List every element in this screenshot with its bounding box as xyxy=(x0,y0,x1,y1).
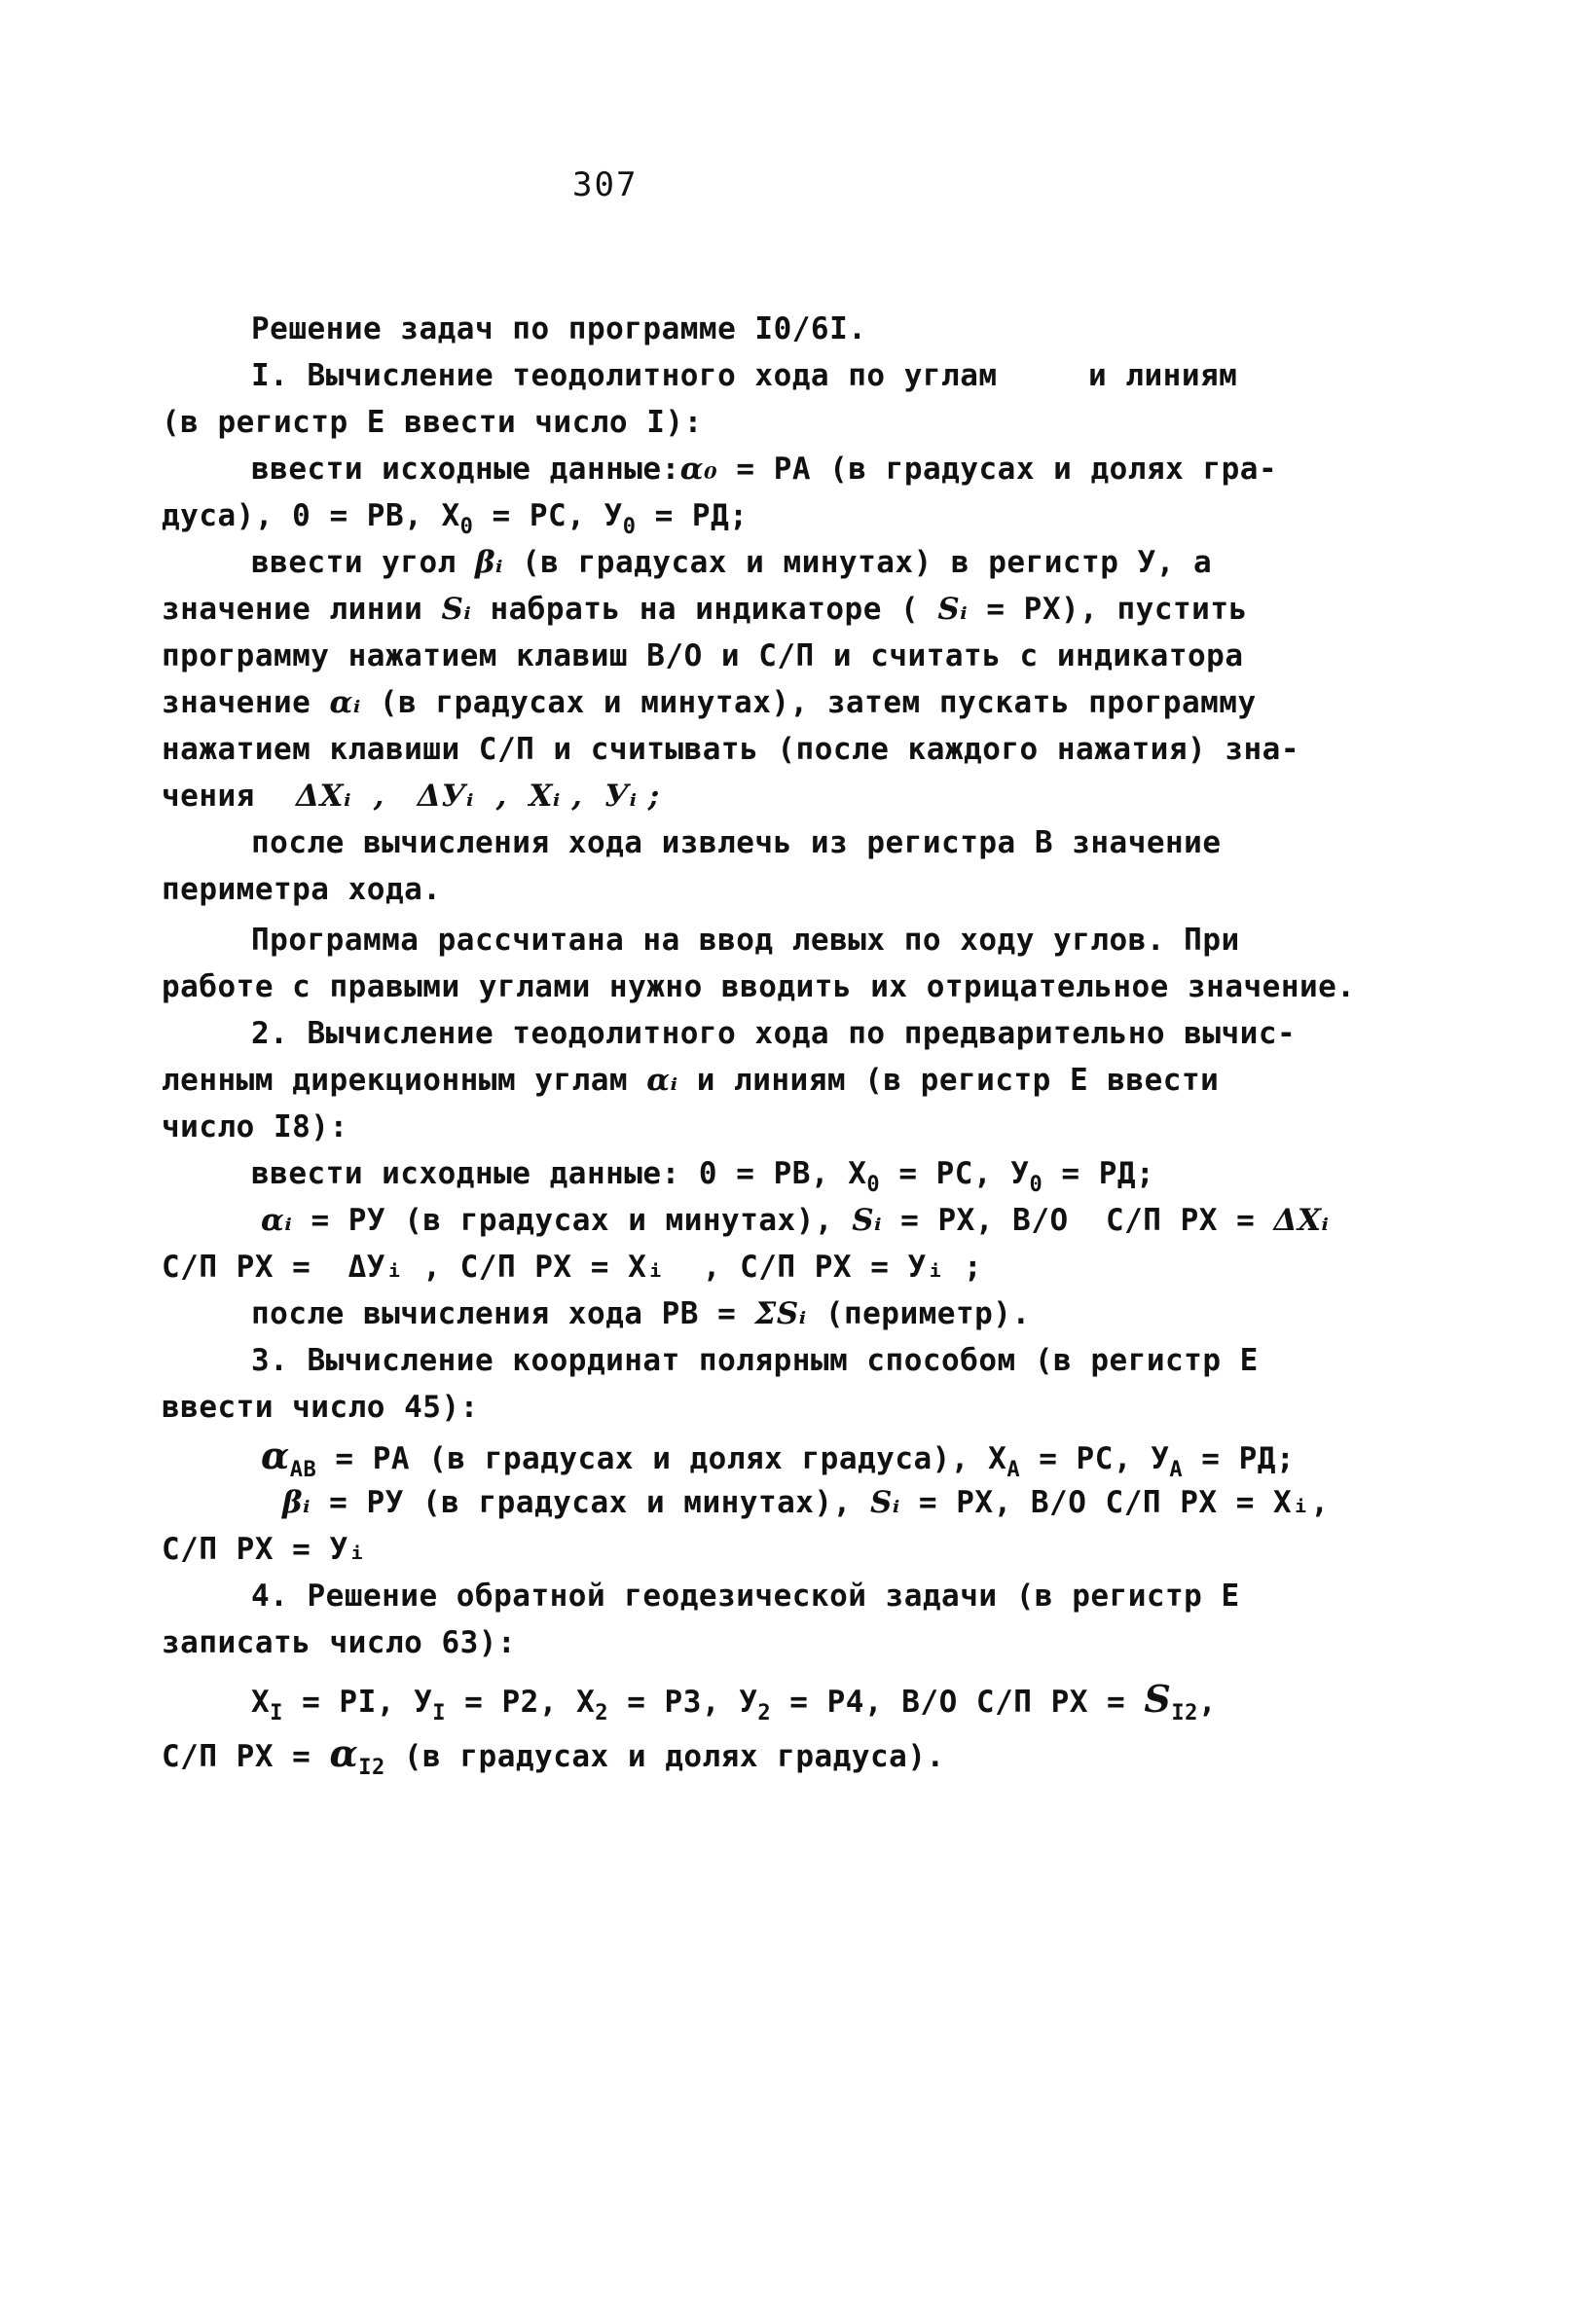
s2-line-7: после вычисления хода РВ = ΣSᵢ (периметр). xyxy=(251,1296,1031,1331)
s1-line-2: (в регистр Е ввести число I): xyxy=(162,405,703,440)
s1-line-12: периметра хода. xyxy=(162,872,442,907)
s1-line-8: значение αᵢ (в градусах и минутах), затем пускать программу xyxy=(162,685,1257,720)
s2-line-5: αᵢ = РУ (в градусах и минутах), Sᵢ = РХ, В/О С/П РХ = ΔХᵢ xyxy=(261,1203,1330,1238)
note-line-2: работе с правыми углами нужно вводить их отрицательное значение. xyxy=(162,969,1356,1004)
s1-line-6: значение линии Sᵢ набрать на индикаторе ( Sᵢ = РХ), пустить xyxy=(162,592,1248,627)
s4-line-3: $Х_I$ = РI, $У_I = Р2$, $Х_2 = Р3$, $У_2 = Р4$, В/О С/П РХ = $S_{I2}$, xyxy=(251,1677,1218,1725)
page-number: 307 xyxy=(572,165,639,204)
s1-line-1b: и линиям xyxy=(1088,358,1238,393)
s3-line-1: 3. Вычисление координат полярным способом (в регистр Е xyxy=(251,1343,1259,1378)
s3-line-5: С/П РХ = Уᵢ xyxy=(162,1532,367,1567)
s2-line-2: ленным дирекционным углам αᵢ и линиям (в регистр Е ввести xyxy=(162,1063,1220,1098)
s4-line-4: С/П РХ = $\alpha_{I2}$ (в градусах и долях градуса). xyxy=(162,1731,945,1780)
s3-line-3: $\alpha_{АВ}$ = РА (в градусах и долях градуса), $Х_А$ = РС, $У_А$ = РД; xyxy=(261,1434,1296,1482)
s2-line-4: ввести исходные данные: 0 = РВ, $Х_0$ = РС, $У_0$ = РД; xyxy=(251,1156,1155,1197)
s1-line-10a: чения xyxy=(162,779,255,814)
s1-line-7: программу нажатием клавиш В/О и С/П и считать с индикатора xyxy=(162,638,1244,673)
s1-line-1a: I. Вычисление теодолитного хода по углам xyxy=(251,358,998,393)
note-line-1: Программа рассчитана на ввод левых по ходу углов. При xyxy=(251,923,1240,958)
s4-line-1: 4. Решение обратной геодезической задачи (в регистр Е xyxy=(251,1579,1240,1614)
s1-line-11: после вычисления хода извлечь из регистра В значение xyxy=(251,825,1222,860)
s2-line-1: 2. Вычисление теодолитного хода по предварительно вычис- xyxy=(251,1016,1297,1051)
s1-line-9: нажатием клавиши С/П и считывать (после каждого нажатия) зна- xyxy=(162,732,1299,767)
s2-line-3: число I8): xyxy=(162,1109,348,1144)
s1-line-3: ввести исходные данные:α₀ = РА (в градусах и долях гра- xyxy=(251,452,1278,487)
s1-line-4: дуса), 0 = РВ, $Х_0$ = РС, $У_0$ = РД; xyxy=(162,498,749,539)
s1-line-5: ввести угол βᵢ (в градусах и минутах) в регистр У, а xyxy=(251,545,1213,580)
section-title: Решение задач по программе I0/6I. xyxy=(251,311,867,346)
s3-line-4: βᵢ = РУ (в градусах и минутах), Sᵢ = РХ, В/О С/П РХ = Хᵢ, xyxy=(282,1485,1330,1520)
s4-line-2: записать число 63): xyxy=(162,1625,517,1660)
s1-line-10b: ΔХᵢ , ΔУᵢ , Хᵢ , Уᵢ ; xyxy=(296,779,660,814)
s2-line-6: С/П РХ = ΔУᵢ , С/П РХ = Хᵢ , С/П РХ = Уᵢ ; xyxy=(162,1250,983,1285)
s3-line-2: ввести число 45): xyxy=(162,1390,479,1425)
